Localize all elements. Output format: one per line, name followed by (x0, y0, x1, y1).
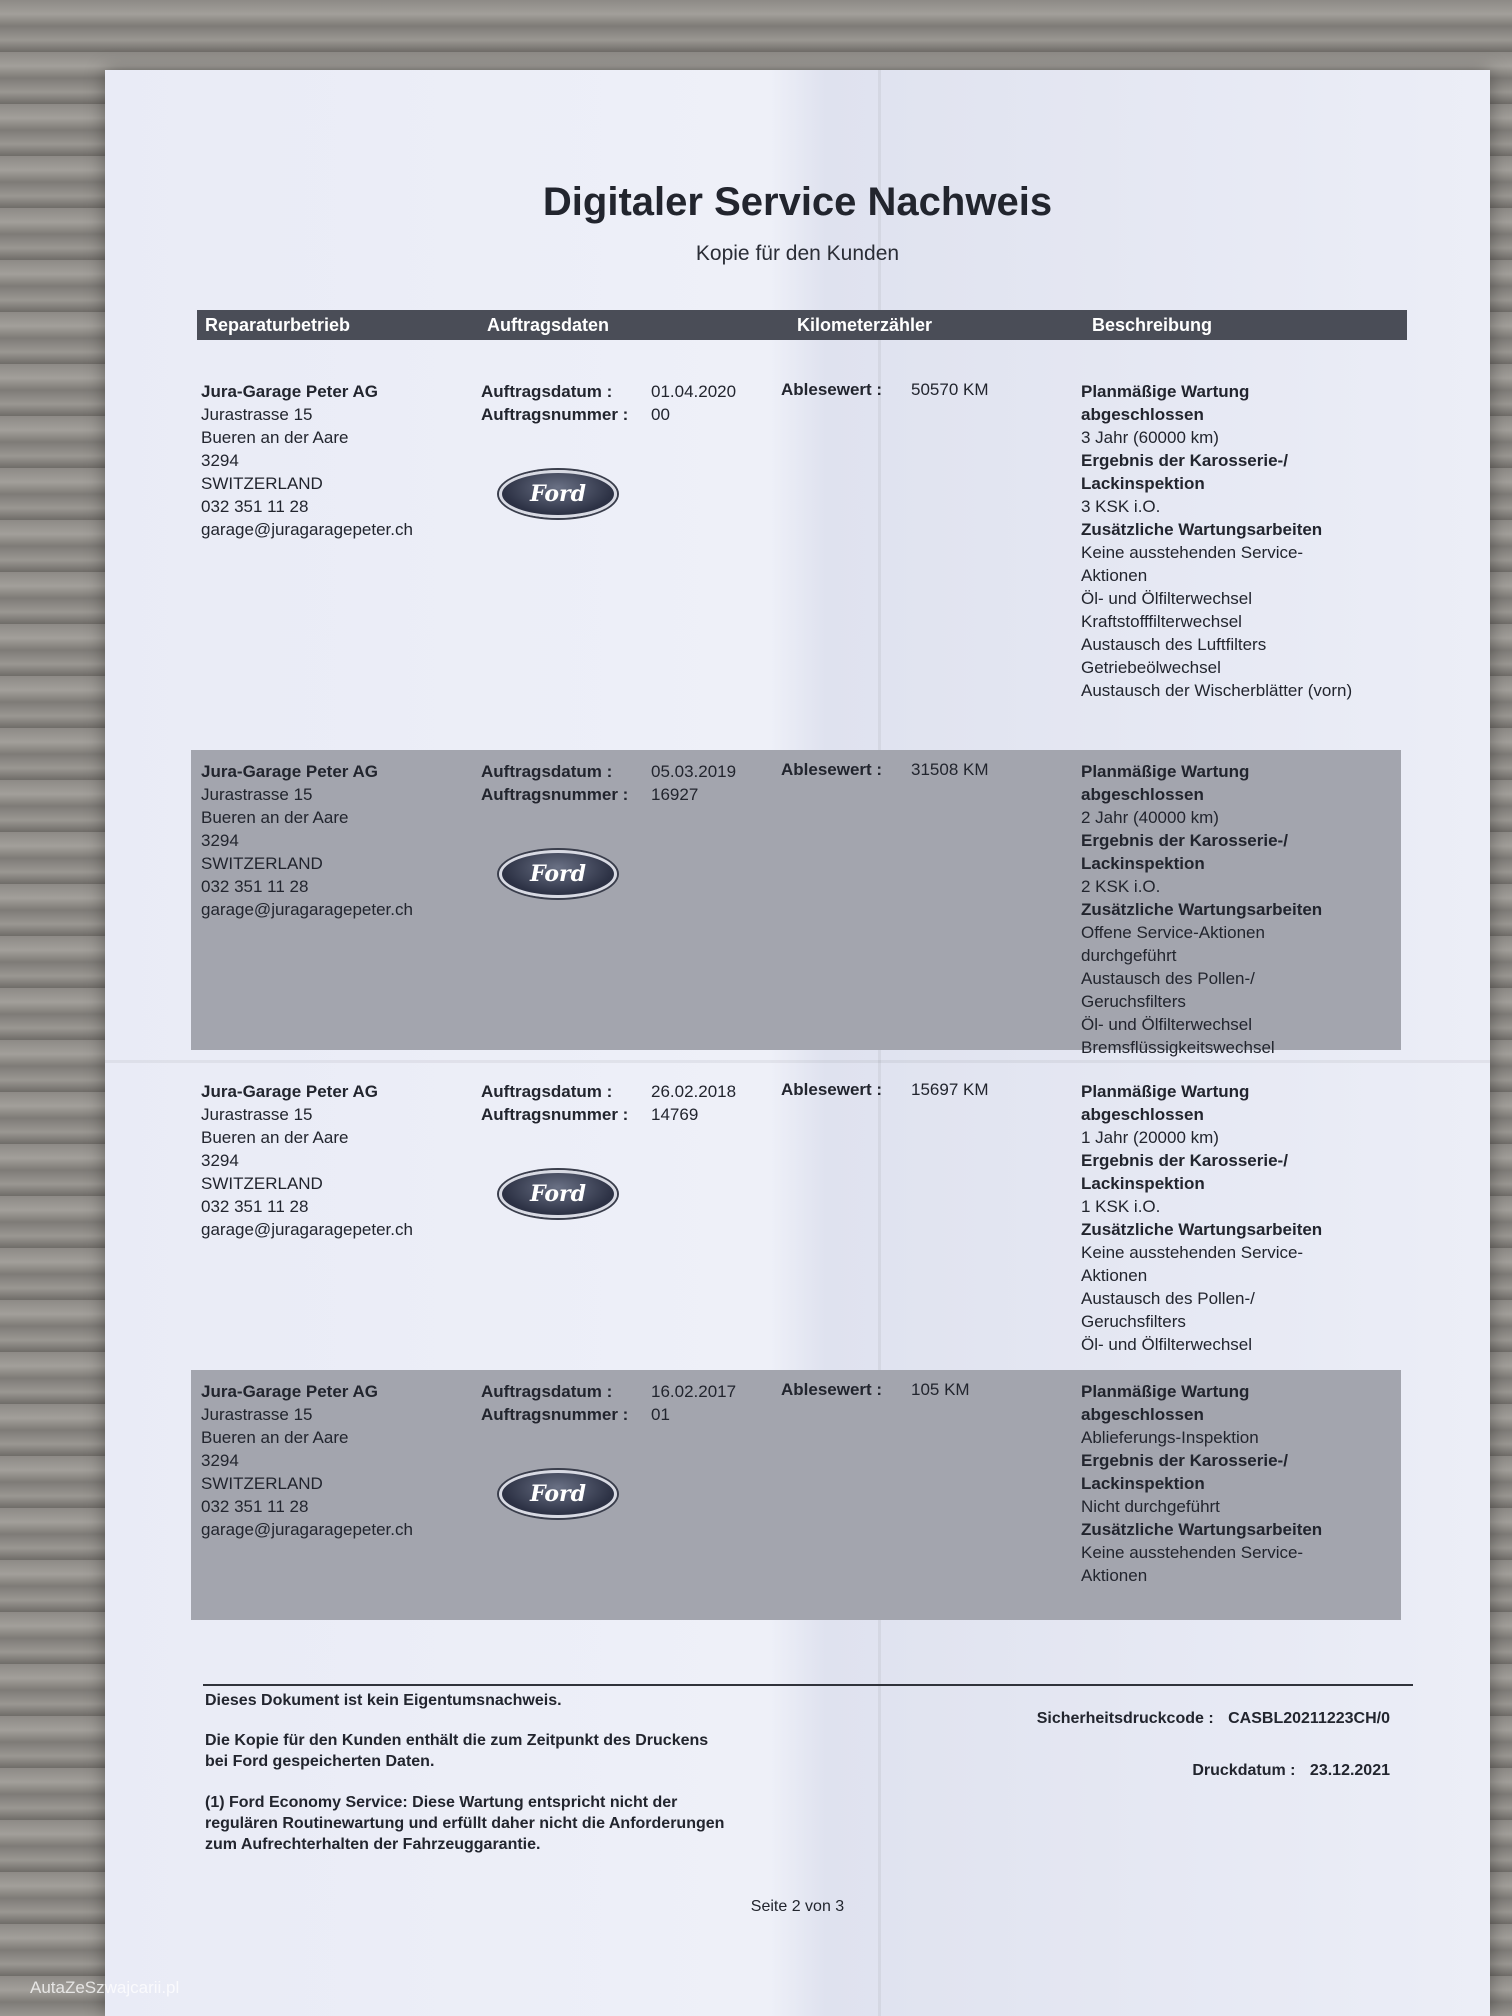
workshop-address-line: garage@juragaragepeter.ch (201, 1520, 413, 1539)
workshop-address-line: SWITZERLAND (201, 854, 323, 873)
fold-line-horizontal (105, 1060, 1490, 1063)
odometer-value: 105 KM (911, 1380, 970, 1399)
service-entry (191, 370, 1401, 730)
description-item: 3 Jahr (60000 km) (1081, 428, 1219, 447)
description-heading: Zusätzliche Wartungsarbeiten (1081, 900, 1323, 919)
description-item: 2 Jahr (40000 km) (1081, 808, 1219, 827)
description-item: Austausch des Pollen-/ (1081, 1289, 1255, 1308)
description-item: Öl- und Ölfilterwechsel (1081, 1015, 1253, 1034)
order-date-value: 01.04.2020 (651, 382, 737, 401)
ford-logo-icon: Ford (499, 1170, 617, 1218)
description-heading: Ergebnis der Karosserie-/ (1081, 1451, 1288, 1470)
order-number-row (481, 1403, 736, 1426)
description-heading: abgeschlossen (1081, 1105, 1204, 1124)
order-number-value: 00 (651, 405, 670, 424)
workshop-address-line: SWITZERLAND (201, 474, 323, 493)
workshop-name: Jura-Garage Peter AG (201, 382, 378, 401)
order-date-row (481, 760, 736, 783)
column-header-order-data: Auftragsdaten (487, 314, 610, 335)
description-item: Keine ausstehenden Service- (1081, 1243, 1304, 1262)
workshop-address (201, 1380, 413, 1541)
workshop-address (201, 380, 413, 541)
ford-logo-icon: Ford (499, 470, 617, 518)
service-description (1081, 380, 1401, 702)
description-item: Austausch des Pollen-/ (1081, 969, 1255, 988)
description-item: Öl- und Ölfilterwechsel (1081, 589, 1253, 608)
description-item: Aktionen (1081, 566, 1148, 585)
service-description (1081, 1080, 1401, 1356)
odometer-reading (781, 760, 989, 780)
odometer-reading (781, 1380, 970, 1400)
workshop-address-line: 3294 (201, 831, 239, 850)
column-header-odometer: Kilometerzähler (797, 314, 933, 335)
description-item: Keine ausstehenden Service- (1081, 1543, 1304, 1562)
description-item: Öl- und Ölfilterwechsel (1081, 1335, 1253, 1354)
page-number: Seite 2 von 3 (750, 1898, 845, 1915)
workshop-address-line: Jurastrasse 15 (201, 1105, 313, 1124)
description-item: 1 KSK i.O. (1081, 1197, 1161, 1216)
description-item: 3 KSK i.O. (1081, 497, 1161, 516)
description-item: Ablieferungs-Inspektion (1081, 1428, 1259, 1447)
description-item: 2 KSK i.O. (1081, 877, 1161, 896)
workshop-address-line: garage@juragaragepeter.ch (201, 520, 413, 539)
order-number-label: Auftragsnummer : (481, 1105, 629, 1124)
column-header-bar (197, 310, 1407, 340)
workshop-address-line: SWITZERLAND (201, 1174, 323, 1193)
order-number-label: Auftragsnummer : (481, 405, 629, 424)
description-heading: Zusätzliche Wartungsarbeiten (1081, 1220, 1323, 1239)
order-date-label: Auftragsdatum : (481, 382, 613, 401)
description-heading: Planmäßige Wartung (1081, 1382, 1250, 1401)
description-item: Geruchsfilters (1081, 1312, 1186, 1331)
description-heading: Lackinspektion (1081, 1174, 1205, 1193)
odometer-reading (781, 380, 989, 400)
ford-logo-icon: Ford (499, 850, 617, 898)
economy-note-line-3: zum Aufrechterhalten der Fahrzeuggarantie. (205, 1836, 541, 1853)
document-title: Digitaler Service Nachweis (542, 180, 1053, 224)
odometer-label: Ablesewert : (781, 760, 883, 779)
odometer-value: 50570 KM (911, 380, 989, 399)
order-number-row (481, 403, 736, 426)
order-number-row (481, 783, 736, 806)
order-date-label: Auftragsdatum : (481, 1082, 613, 1101)
description-item: Nicht durchgeführt (1081, 1497, 1220, 1516)
description-heading: abgeschlossen (1081, 405, 1204, 424)
workshop-address (201, 1080, 413, 1241)
order-date-label: Auftragsdatum : (481, 762, 613, 781)
footer-divider (203, 1684, 1413, 1686)
odometer-label: Ablesewert : (781, 380, 883, 399)
order-number-label: Auftragsnummer : (481, 1405, 629, 1424)
workshop-address (201, 760, 413, 921)
description-item: Kraftstofffilterwechsel (1081, 612, 1242, 631)
order-number-label: Auftragsnummer : (481, 785, 629, 804)
workshop-address-line: Bueren an der Aare (201, 1428, 349, 1447)
security-code-value: CASBL20211223CH/0 (1228, 1710, 1390, 1727)
economy-service-note (205, 1792, 724, 1855)
order-date-value: 05.03.2019 (651, 762, 737, 781)
description-item: Austausch des Luftfilters (1081, 635, 1267, 654)
economy-note-line-1: (1) Ford Economy Service: Diese Wartung entspricht nicht der (205, 1794, 678, 1811)
description-item: Offene Service-Aktionen (1081, 923, 1265, 942)
order-date-label: Auftragsdatum : (481, 1382, 613, 1401)
order-number-row (481, 1103, 736, 1126)
print-date (1192, 1760, 1390, 1781)
ford-logo-icon: Ford (499, 1470, 617, 1518)
workshop-name: Jura-Garage Peter AG (201, 1082, 378, 1101)
workshop-address-line: Bueren an der Aare (201, 428, 349, 447)
watermark: AutaZeSzwajcarii.pl (30, 1978, 180, 1997)
workshop-address-line: 032 351 11 28 (201, 1197, 309, 1216)
workshop-address-line: Jurastrasse 15 (201, 405, 313, 424)
description-item: 1 Jahr (20000 km) (1081, 1128, 1219, 1147)
workshop-address-line: Jurastrasse 15 (201, 1405, 313, 1424)
service-description (1081, 760, 1401, 1059)
order-number-value: 14769 (651, 1105, 699, 1124)
description-heading: abgeschlossen (1081, 1405, 1204, 1424)
description-heading: Planmäßige Wartung (1081, 382, 1250, 401)
service-entry (191, 1070, 1401, 1360)
odometer-value: 31508 KM (911, 760, 989, 779)
workshop-address-line: Jurastrasse 15 (201, 785, 313, 804)
workshop-address-line: 032 351 11 28 (201, 497, 309, 516)
workshop-address-line: 3294 (201, 1451, 239, 1470)
description-heading: Zusätzliche Wartungsarbeiten (1081, 520, 1323, 539)
odometer-value: 15697 KM (911, 1080, 989, 1099)
order-number-value: 01 (651, 1405, 670, 1424)
workshop-address-line: 3294 (201, 1151, 239, 1170)
description-item: Aktionen (1081, 1266, 1148, 1285)
copy-note (205, 1730, 708, 1772)
order-date-row (481, 1080, 736, 1103)
description-heading: Zusätzliche Wartungsarbeiten (1081, 1520, 1323, 1539)
order-date-value: 16.02.2017 (651, 1382, 737, 1401)
odometer-label: Ablesewert : (781, 1380, 883, 1399)
description-item: Geruchsfilters (1081, 992, 1186, 1011)
odometer-reading (781, 1080, 989, 1100)
security-code-label: Sicherheitsdruckcode : (1036, 1710, 1214, 1727)
order-data (481, 380, 736, 426)
document-subtitle: Kopie für den Kunden (695, 242, 900, 265)
description-heading: abgeschlossen (1081, 785, 1204, 804)
print-date-label: Druckdatum : (1192, 1762, 1296, 1779)
description-heading: Ergebnis der Karosserie-/ (1081, 451, 1288, 470)
description-item: Aktionen (1081, 1566, 1148, 1585)
order-data (481, 1080, 736, 1126)
description-heading: Ergebnis der Karosserie-/ (1081, 1151, 1288, 1170)
workshop-address-line: 032 351 11 28 (201, 1497, 309, 1516)
print-date-value: 23.12.2021 (1309, 1762, 1390, 1779)
workshop-address-line: garage@juragaragepeter.ch (201, 900, 413, 919)
copy-note-line-2: bei Ford gespeicherten Daten. (205, 1753, 435, 1770)
workshop-address-line: Bueren an der Aare (201, 808, 349, 827)
workshop-address-line: garage@juragaragepeter.ch (201, 1220, 413, 1239)
description-item: Keine ausstehenden Service- (1081, 543, 1304, 562)
description-heading: Lackinspektion (1081, 1474, 1205, 1493)
description-heading: Lackinspektion (1081, 474, 1205, 493)
order-data (481, 1380, 736, 1426)
column-header-workshop: Reparaturbetrieb (205, 314, 351, 335)
service-description (1081, 1380, 1401, 1587)
description-item: Austausch der Wischerblätter (vorn) (1081, 681, 1353, 700)
workshop-name: Jura-Garage Peter AG (201, 1382, 378, 1401)
order-date-row (481, 380, 736, 403)
service-entry (191, 750, 1401, 1057)
description-item: durchgeführt (1081, 946, 1177, 965)
copy-note-line-1: Die Kopie für den Kunden enthält die zum Zeitpunkt des Druckens (205, 1732, 709, 1749)
workshop-address-line: 3294 (201, 451, 239, 470)
description-heading: Planmäßige Wartung (1081, 762, 1250, 781)
ownership-note: Dieses Dokument ist kein Eigentumsnachweis. (205, 1692, 562, 1709)
order-date-value: 26.02.2018 (651, 1082, 737, 1101)
order-data (481, 760, 736, 806)
description-item: Bremsflüssigkeitswechsel (1081, 1038, 1275, 1057)
workshop-address-line: 032 351 11 28 (201, 877, 309, 896)
document-page (105, 70, 1490, 2016)
column-header-description: Beschreibung (1092, 314, 1213, 335)
workshop-name: Jura-Garage Peter AG (201, 762, 378, 781)
description-heading: Planmäßige Wartung (1081, 1082, 1250, 1101)
odometer-label: Ablesewert : (781, 1080, 883, 1099)
order-date-row (481, 1380, 736, 1403)
description-item: Getriebeölwechsel (1081, 658, 1221, 677)
description-heading: Lackinspektion (1081, 854, 1205, 873)
service-entry (191, 1370, 1401, 1620)
workshop-address-line: SWITZERLAND (201, 1474, 323, 1493)
order-number-value: 16927 (651, 785, 699, 804)
economy-note-line-2: regulären Routinewartung und erfüllt daher nicht die Anforderungen (205, 1815, 725, 1832)
security-code (1037, 1708, 1390, 1729)
description-heading: Ergebnis der Karosserie-/ (1081, 831, 1288, 850)
workshop-address-line: Bueren an der Aare (201, 1128, 349, 1147)
